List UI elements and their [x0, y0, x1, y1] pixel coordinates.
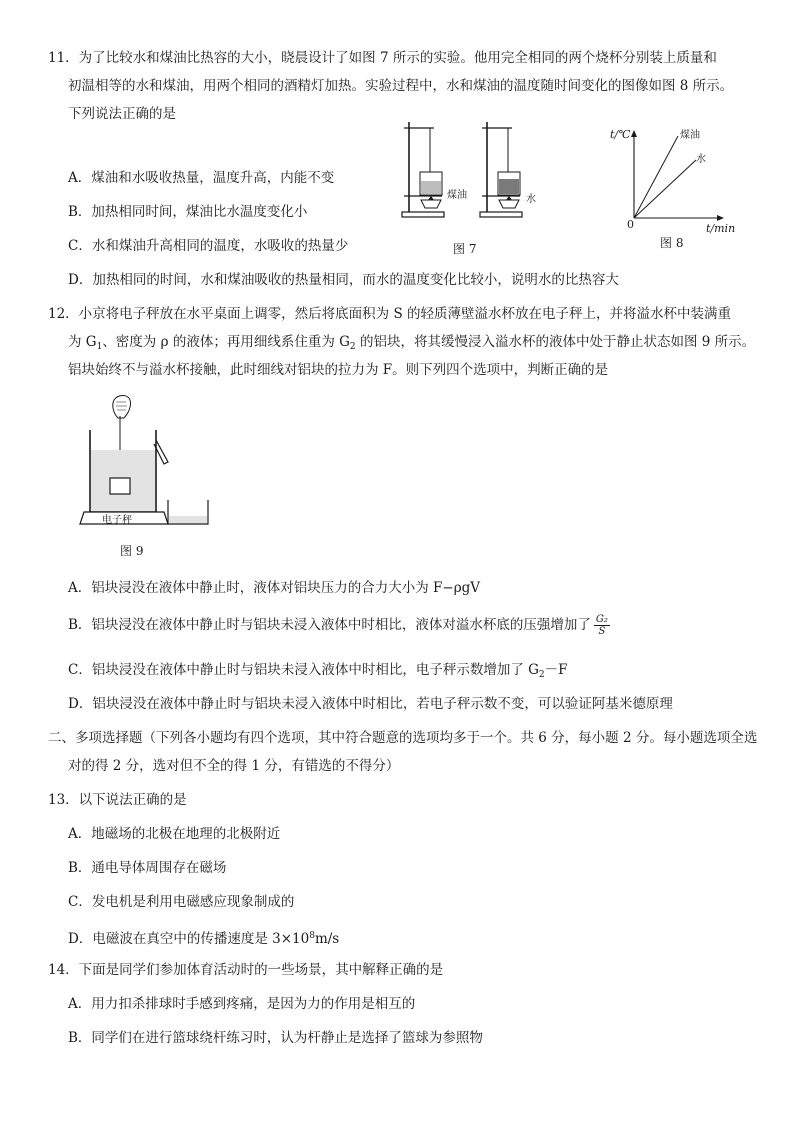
- figure-9-apparatus: [74, 392, 234, 534]
- q13-option-b: B．通电导体周围存在磁场: [68, 860, 227, 876]
- q12-option-d: D．铝块浸没在液体中静止时与铝块未浸入液体中时相比，若电子秤示数不变，可以验证阿基米德原理: [68, 696, 673, 712]
- q11-stem-line3: 下列说法正确的是: [68, 106, 176, 122]
- section2-heading-line2: 对的得 2 分，选对但不全的得 1 分，有错选的不得分）: [68, 758, 400, 774]
- fig8-x-axis-label: t/min: [706, 222, 736, 235]
- q12-option-b-fraction: $\frac{\text{G₂}}{S}$: [595, 614, 608, 637]
- fig8-y-axis-label: t/℃: [610, 128, 631, 141]
- q11-option-a: A．煤油和水吸收热量，温度升高，内能不变: [68, 170, 335, 186]
- fig8-line-water-label: 水: [696, 154, 706, 165]
- q11-stem-line2: 初温相等的水和煤油，用两个相同的酒精灯加热。实验过程中，水和煤油的温度随时间变化的图像如图 8 所示。: [68, 78, 734, 94]
- figure-7-apparatus: [396, 116, 546, 256]
- fig8-origin: 0: [627, 218, 634, 231]
- fig7-label-oil: 煤油: [447, 190, 467, 201]
- q12-stem-line3: 铝块始终不与溢水杯接触，此时细线对铝块的拉力为 F。则下列四个选项中，判断正确的是: [68, 362, 609, 378]
- figure-8-graph: [604, 124, 754, 242]
- fig7-label-water: 水: [526, 194, 536, 205]
- q14-option-a: A．用力扣杀排球时手感到疼痛，是因为力的作用是相互的: [68, 996, 416, 1012]
- q14-option-b: B．同学们在进行篮球绕杆练习时，认为杆静止是选择了篮球为参照物: [68, 1030, 483, 1046]
- q12-option-c: C．铝块浸没在液体中静止时与铝块未浸入液体中时相比，电子秤示数增加了 $G_2-F$: [68, 662, 568, 680]
- q13-option-a: A．地磁场的北极在地理的北极附近: [68, 826, 281, 842]
- q12-stem-line1: 12．小京将电子秤放在水平桌面上调零，然后将底面积为 S 的轻质薄壁溢水杯放在电子秤上，并将溢水杯中装满重: [48, 306, 732, 322]
- fig8-line-oil-label: 煤油: [680, 130, 700, 141]
- q13-stem: 13．以下说法正确的是: [48, 792, 187, 808]
- figure-9-caption: 图 9: [120, 544, 144, 558]
- q11-option-d: D．加热相同的时间，水和煤油吸收的热量相同，而水的温度变化比较小，说明水的比热容大: [68, 272, 619, 288]
- q14-stem: 14．下面是同学们参加体育活动时的一些场景，其中解释正确的是: [48, 962, 444, 978]
- q12-option-b: B．铝块浸没在液体中静止时与铝块未浸入液体中时相比，液体对溢水杯底的压强增加了 $\frac{\text{G₂}}{S}$: [68, 614, 608, 637]
- section2-heading-line1: 二、多项选择题（下列各小题均有四个选项，其中符合题意的选项均多于一个。共 6 分，每小题 2 分。每小题选项全选: [48, 730, 758, 746]
- q11-stem-line1: 11．为了比较水和煤油比热容的大小，晓晨设计了如图 7 所示的实验。他用完全相同的两个烧杯分别装上质量和: [48, 50, 717, 66]
- q12-stem-line2: 为 $G_1$、密度为 ρ 的液体；再用细线系住重为 $G_2$ 的铝块，将其缓慢浸入溢水杯的液体中处于静止状态如图 9 所示。: [68, 334, 756, 352]
- figure-7-caption: 图 7: [453, 242, 477, 256]
- q13-option-d: D．电磁波在真空中的传播速度是 $3\times 10^8m/s$: [68, 931, 340, 947]
- q11-option-b: B．加热相同时间，煤油比水温度变化小: [68, 204, 308, 220]
- fig9-scale-label: 电子秤: [102, 515, 132, 526]
- figure-8-caption: 图 8: [660, 236, 684, 250]
- q13-option-c: C．发电机是利用电磁感应现象制成的: [68, 894, 295, 910]
- q11-option-c: C．水和煤油升高相同的温度，水吸收的热量少: [68, 238, 349, 254]
- q12-option-a: A．铝块浸没在液体中静止时，液体对铝块压力的合力大小为 F−ρgV: [68, 580, 481, 596]
